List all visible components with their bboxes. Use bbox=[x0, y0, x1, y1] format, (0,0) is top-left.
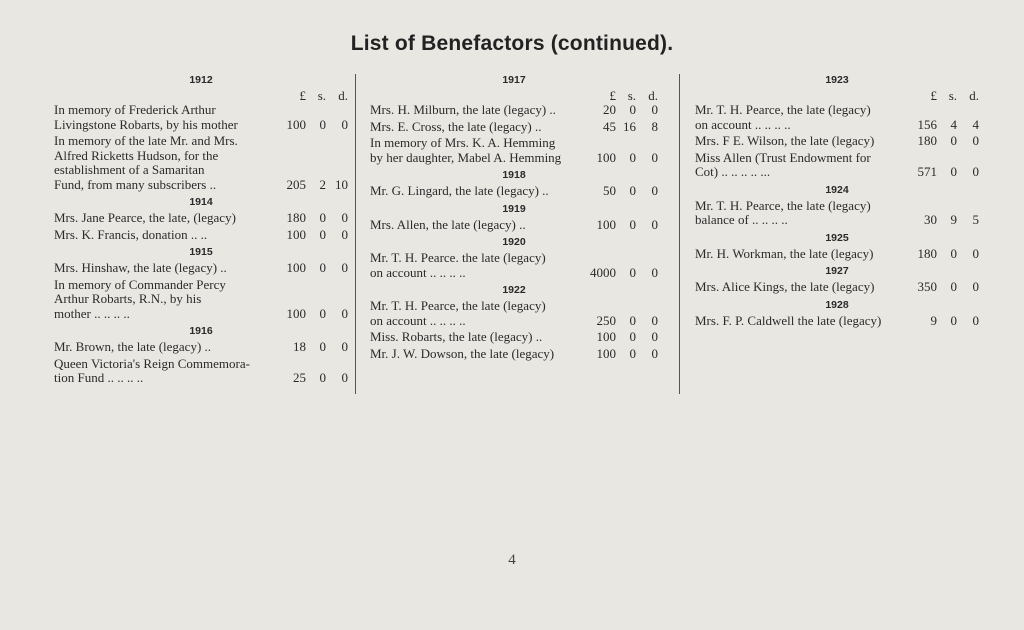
amount-shillings: 0 bbox=[950, 312, 957, 328]
currency-unit-label: £ bbox=[930, 88, 937, 103]
donation-amount bbox=[576, 218, 658, 233]
benefactor-description: In memory of Frederick Arthur Livingstone Robarts, by his mother bbox=[54, 102, 238, 132]
benefactor-entry bbox=[54, 278, 348, 322]
year-section bbox=[695, 299, 979, 329]
amount-shillings: 0 bbox=[629, 149, 636, 165]
year-section bbox=[54, 74, 348, 192]
amount-pounds: 156 bbox=[917, 116, 937, 132]
amount-pounds: 350 bbox=[917, 279, 937, 294]
amount-pounds: 50 bbox=[603, 183, 616, 198]
amount-shillings: 16 bbox=[623, 118, 636, 134]
amount-shillings: 0 bbox=[629, 264, 636, 280]
amount-shillings: 0 bbox=[629, 102, 636, 117]
amount-pounds: 25 bbox=[293, 370, 306, 385]
donation-amount bbox=[266, 307, 348, 322]
amount-shillings: 0 bbox=[319, 116, 326, 132]
amount-pounds: 180 bbox=[917, 245, 937, 261]
benefactor-entry bbox=[695, 247, 979, 262]
year-section bbox=[370, 203, 658, 233]
donation-amount bbox=[266, 228, 348, 243]
amount-shillings: 0 bbox=[950, 279, 957, 294]
amount-pounds: 571 bbox=[917, 164, 937, 179]
benefactors-column-1 bbox=[54, 74, 348, 388]
amount-pence: 0 bbox=[341, 210, 348, 225]
amount-pounds: 20 bbox=[603, 102, 616, 117]
donation-amount bbox=[897, 134, 979, 149]
amount-shillings: 0 bbox=[950, 164, 957, 179]
donation-amount bbox=[576, 103, 658, 118]
amount-pounds: 100 bbox=[286, 305, 306, 321]
amount-pounds: 45 bbox=[603, 118, 616, 134]
benefactor-entry bbox=[695, 199, 979, 228]
benefactor-entry bbox=[54, 134, 348, 192]
currency-header bbox=[695, 89, 979, 103]
benefactor-entry bbox=[370, 251, 658, 280]
donation-amount bbox=[576, 266, 658, 281]
year-heading: 1912 bbox=[189, 74, 213, 86]
benefactor-description: Mr. J. W. Dowson, the late (legacy) bbox=[370, 345, 555, 361]
benefactor-description: In memory of Mrs. K. A. Hemming by her daughter, Mabel A. Hemming bbox=[370, 135, 562, 165]
year-section bbox=[370, 169, 658, 199]
amount-pence: 0 bbox=[651, 149, 658, 165]
year-heading: 1917 bbox=[502, 74, 526, 86]
benefactor-description: Mr. Brown, the late (legacy) .. bbox=[54, 339, 212, 354]
year-section bbox=[370, 74, 658, 165]
amount-shillings: 2 bbox=[319, 176, 326, 192]
donation-amount bbox=[266, 118, 348, 133]
benefactor-description: Mr. T. H. Pearce. the late (legacy) on account .. .. .. .. bbox=[370, 250, 546, 280]
benefactor-entry bbox=[695, 134, 979, 149]
amount-pounds: 205 bbox=[286, 176, 306, 192]
benefactor-description: Queen Victoria's Reign Commemora- tion Fund .. .. .. .. bbox=[54, 355, 250, 385]
benefactor-description: Mr. T. H. Pearce, the late (legacy) on account .. .. .. .. bbox=[695, 102, 871, 132]
amount-pounds: 100 bbox=[286, 116, 306, 132]
year-heading: 1922 bbox=[502, 284, 526, 296]
benefactor-entry bbox=[695, 280, 979, 295]
donation-amount bbox=[576, 314, 658, 329]
year-heading: 1916 bbox=[189, 325, 213, 337]
amount-pounds: 18 bbox=[293, 339, 306, 354]
currency-unit-label: d. bbox=[969, 88, 979, 103]
amount-shillings: 0 bbox=[319, 370, 326, 385]
currency-unit-label: d. bbox=[648, 88, 658, 103]
year-section bbox=[54, 325, 348, 386]
year-section bbox=[54, 196, 348, 242]
amount-pence: 0 bbox=[341, 226, 348, 242]
benefactor-description: Miss Allen (Trust Endowment for Cot) .. .. .. .. ... bbox=[695, 149, 871, 179]
benefactor-entry bbox=[54, 340, 348, 355]
amount-pence: 0 bbox=[651, 102, 658, 117]
benefactor-description: Mrs. E. Cross, the late (legacy) .. bbox=[370, 118, 542, 134]
amount-pounds: 180 bbox=[917, 133, 937, 148]
amount-pence: 0 bbox=[651, 345, 658, 361]
amount-pounds: 100 bbox=[596, 329, 616, 344]
amount-pounds: 250 bbox=[596, 312, 616, 328]
year-heading: 1923 bbox=[825, 74, 849, 86]
amount-pounds: 180 bbox=[286, 210, 306, 225]
year-heading: 1920 bbox=[502, 236, 526, 248]
year-section bbox=[370, 236, 658, 280]
donation-amount bbox=[266, 371, 348, 386]
amount-pence: 10 bbox=[335, 176, 348, 192]
donation-amount bbox=[576, 330, 658, 345]
year-section bbox=[695, 184, 979, 228]
donation-amount bbox=[266, 261, 348, 276]
amount-pence: 0 bbox=[651, 329, 658, 344]
benefactor-description: Mr. T. H. Pearce, the late (legacy) on account .. .. .. .. bbox=[370, 298, 546, 328]
year-heading: 1925 bbox=[825, 231, 849, 244]
donation-amount bbox=[897, 247, 979, 262]
donation-amount bbox=[897, 118, 979, 133]
benefactor-entry bbox=[370, 136, 658, 165]
benefactor-description: Mr. G. Lingard, the late (legacy) .. bbox=[370, 183, 549, 198]
benefactor-entry bbox=[370, 120, 658, 135]
amount-pence: 0 bbox=[341, 370, 348, 385]
amount-shillings: 4 bbox=[950, 116, 957, 132]
amount-pounds: 9 bbox=[930, 312, 937, 328]
benefactor-entry bbox=[54, 261, 348, 276]
benefactors-column-3 bbox=[695, 74, 979, 330]
donation-amount bbox=[576, 184, 658, 199]
donation-amount bbox=[897, 213, 979, 228]
currency-unit-label: d. bbox=[338, 88, 348, 103]
amount-pence: 5 bbox=[972, 212, 979, 227]
donation-amount bbox=[576, 151, 658, 166]
amount-shillings: 0 bbox=[319, 210, 326, 225]
page-number: 4 bbox=[508, 552, 516, 568]
amount-pence: 0 bbox=[972, 164, 979, 179]
amount-pence: 4 bbox=[972, 116, 979, 132]
amount-pounds: 100 bbox=[286, 260, 306, 275]
currency-unit-label: s. bbox=[948, 88, 957, 103]
year-section bbox=[695, 74, 979, 180]
benefactor-entry bbox=[54, 228, 348, 243]
benefactor-entry bbox=[695, 151, 979, 180]
benefactor-entry bbox=[370, 103, 658, 118]
amount-pence: 0 bbox=[651, 183, 658, 198]
amount-shillings: 0 bbox=[319, 260, 326, 275]
column-divider bbox=[679, 74, 680, 394]
amount-shillings: 0 bbox=[319, 305, 326, 321]
benefactor-description: Mrs. F E. Wilson, the late (legacy) bbox=[695, 133, 875, 148]
amount-pence: 0 bbox=[341, 260, 348, 275]
amount-shillings: 0 bbox=[629, 183, 636, 198]
amount-pounds: 30 bbox=[924, 212, 937, 227]
benefactor-entry bbox=[54, 211, 348, 226]
currency-header bbox=[54, 89, 348, 103]
benefactor-description: In memory of the late Mr. and Mrs. Alfred Ricketts Hudson, for the establishment of a Samaritan Fund, from many subscribers .. bbox=[54, 133, 238, 192]
page-title: List of Benefactors (continued). bbox=[350, 32, 674, 55]
amount-pence: 0 bbox=[651, 216, 658, 232]
year-heading: 1914 bbox=[189, 196, 213, 208]
currency-unit-label: s. bbox=[317, 88, 326, 103]
benefactor-entry bbox=[695, 103, 979, 132]
donation-amount bbox=[897, 165, 979, 180]
donation-amount bbox=[897, 314, 979, 329]
column-divider bbox=[355, 74, 356, 394]
amount-pence: 0 bbox=[972, 133, 979, 148]
benefactor-description: Mrs. F. P. Caldwell the late (legacy) bbox=[695, 312, 882, 328]
year-section bbox=[370, 284, 658, 361]
currency-unit-label: £ bbox=[609, 88, 616, 103]
benefactor-description: Mrs. H. Milburn, the late (legacy) .. bbox=[370, 102, 556, 117]
donation-amount bbox=[576, 347, 658, 362]
amount-pounds: 100 bbox=[596, 216, 616, 232]
benefactor-entry bbox=[370, 347, 658, 362]
benefactor-description: Mrs. Hinshaw, the late (legacy) .. bbox=[54, 260, 227, 275]
year-heading: 1928 bbox=[825, 298, 849, 311]
amount-pounds: 100 bbox=[596, 345, 616, 361]
year-heading: 1927 bbox=[825, 265, 849, 277]
currency-header bbox=[370, 89, 658, 103]
benefactor-entry bbox=[370, 184, 658, 199]
year-heading: 1919 bbox=[502, 202, 526, 215]
benefactor-description: Mr. T. H. Pearce, the late (legacy) balance of .. .. .. .. bbox=[695, 197, 871, 227]
year-section bbox=[695, 232, 979, 262]
amount-pence: 0 bbox=[341, 116, 348, 132]
amount-pounds: 100 bbox=[596, 149, 616, 165]
benefactor-description: Mrs. Alice Kings, the late (legacy) bbox=[695, 279, 875, 294]
amount-pence: 0 bbox=[341, 305, 348, 321]
amount-shillings: 0 bbox=[319, 339, 326, 354]
currency-unit-label: £ bbox=[299, 88, 306, 103]
amount-pence: 0 bbox=[651, 312, 658, 328]
benefactor-description: Mr. H. Workman, the late (legacy) bbox=[695, 245, 874, 261]
benefactors-column-2 bbox=[370, 74, 658, 363]
amount-shillings: 0 bbox=[950, 245, 957, 261]
amount-pence: 0 bbox=[972, 279, 979, 294]
year-section bbox=[695, 265, 979, 295]
benefactor-description: Miss. Robarts, the late (legacy) .. bbox=[370, 329, 543, 344]
amount-shillings: 0 bbox=[629, 312, 636, 328]
benefactor-entry bbox=[370, 330, 658, 345]
amount-shillings: 9 bbox=[950, 212, 957, 227]
benefactor-description: Mrs. Allen, the late (legacy) .. bbox=[370, 216, 526, 232]
donation-amount bbox=[576, 120, 658, 135]
amount-shillings: 0 bbox=[319, 226, 326, 242]
amount-shillings: 0 bbox=[629, 345, 636, 361]
donation-amount bbox=[266, 340, 348, 355]
benefactor-description: Mrs. Jane Pearce, the late, (legacy) bbox=[54, 210, 236, 225]
donation-amount bbox=[897, 280, 979, 295]
amount-pence: 0 bbox=[651, 264, 658, 280]
amount-pounds: 4000 bbox=[590, 264, 616, 280]
amount-shillings: 0 bbox=[629, 329, 636, 344]
amount-pence: 0 bbox=[341, 339, 348, 354]
amount-pounds: 100 bbox=[286, 226, 306, 242]
year-heading: 1924 bbox=[825, 183, 849, 196]
benefactor-entry bbox=[54, 103, 348, 132]
benefactor-entry bbox=[370, 218, 658, 233]
donation-amount bbox=[266, 178, 348, 193]
benefactor-entry bbox=[695, 314, 979, 329]
amount-shillings: 0 bbox=[629, 216, 636, 232]
benefactor-description: In memory of Commander Percy Arthur Robarts, R.N., by his mother .. .. .. .. bbox=[54, 276, 226, 321]
amount-pence: 0 bbox=[972, 245, 979, 261]
donation-amount bbox=[266, 211, 348, 226]
amount-pence: 0 bbox=[972, 312, 979, 328]
year-section bbox=[54, 246, 348, 321]
currency-unit-label: s. bbox=[627, 88, 636, 103]
amount-shillings: 0 bbox=[950, 133, 957, 148]
benefactor-entry bbox=[370, 299, 658, 328]
benefactor-entry bbox=[54, 357, 348, 386]
amount-pence: 8 bbox=[651, 118, 658, 134]
year-heading: 1918 bbox=[502, 169, 526, 181]
benefactor-description: Mrs. K. Francis, donation .. .. bbox=[54, 226, 208, 242]
year-heading: 1915 bbox=[189, 246, 213, 258]
